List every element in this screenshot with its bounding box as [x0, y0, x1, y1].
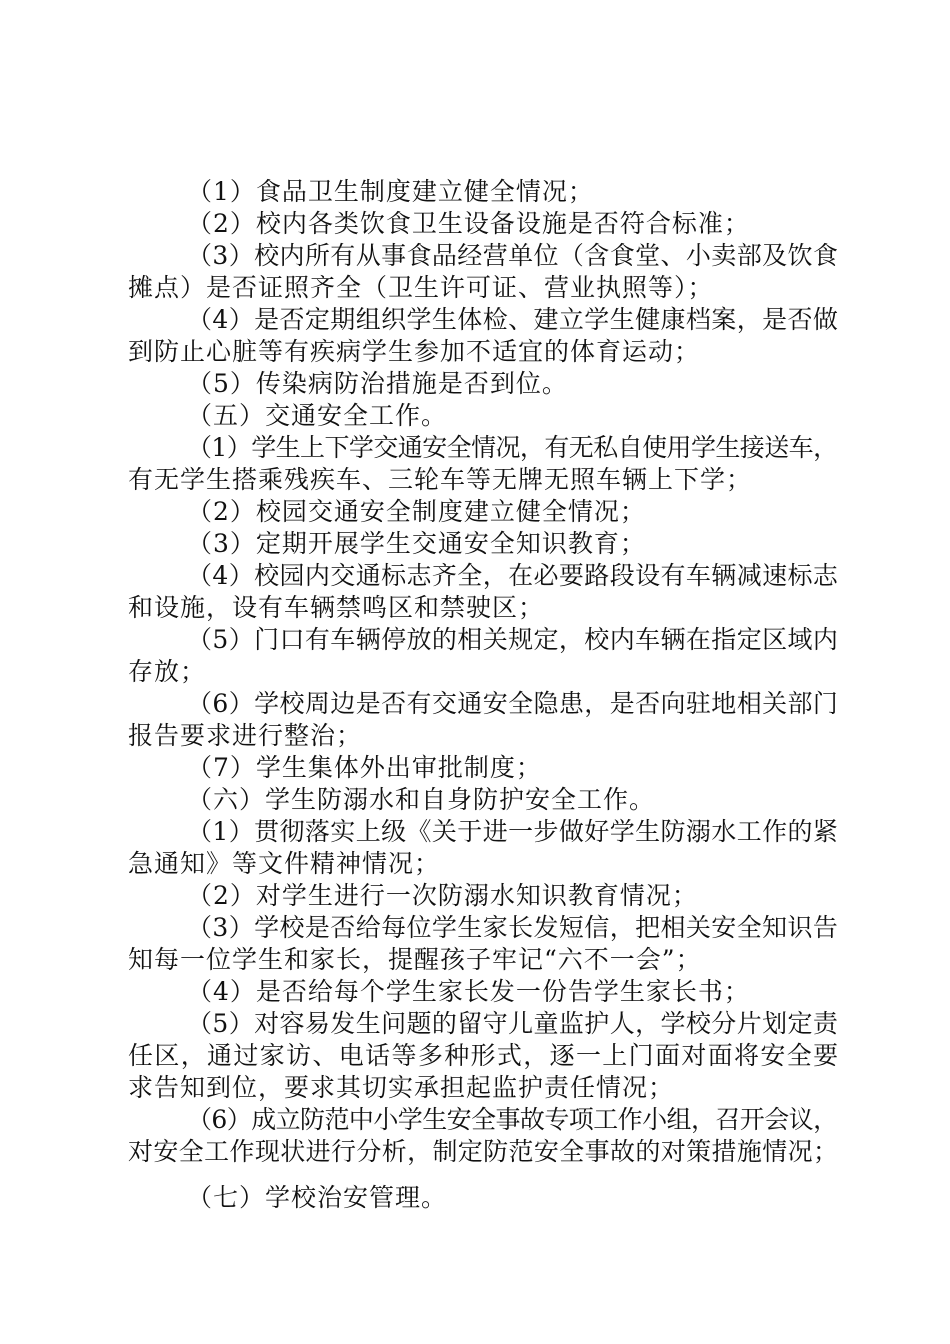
- text-line: 急通知》等文件精神情况；: [128, 849, 441, 878]
- text-line: 知每一位学生和家长，提醒孩子牢记“六不一会”；: [128, 945, 702, 974]
- text-line: （1）学生上下学交通安全情况，有无私自使用学生接送车，: [187, 433, 838, 462]
- text-line: （6）成立防范中小学生安全事故专项工作小组，召开会议，: [187, 1105, 838, 1134]
- text-line: 报告要求进行整治；: [128, 721, 363, 750]
- text-line: 任区，通过家访、电话等多种形式，逐一上门面对面将安全要: [128, 1041, 840, 1070]
- text-line: 有无学生搭乘残疾车、三轮车等无牌无照车辆上下学；: [128, 465, 753, 494]
- text-line: （7）学生集体外出审批制度；: [187, 753, 542, 782]
- text-line: （七）学校治安管理。: [187, 1183, 448, 1212]
- text-line: （3）定期开展学生交通安全知识教育；: [187, 529, 646, 558]
- text-line: （5）传染病防治措施是否到位。: [187, 369, 568, 398]
- text-line: （6）学校周边是否有交通安全隐患，是否向驻地相关部门: [187, 689, 839, 718]
- text-line: （5）门口有车辆停放的相关规定，校内车辆在指定区域内: [187, 625, 839, 654]
- text-line: （2）校园交通安全制度建立健全情况；: [187, 497, 646, 526]
- text-line: （六）学生防溺水和自身防护安全工作。: [187, 785, 656, 814]
- text-line: 和设施，设有车辆禁鸣区和禁驶区；: [128, 593, 545, 622]
- text-line: （5）对容易发生问题的留守儿童监护人，学校分片划定责: [187, 1009, 839, 1038]
- text-line: （4）是否定期组织学生体检、建立学生健康档案，是否做: [187, 305, 839, 334]
- text-line: （3）学校是否给每位学生家长发短信，把相关安全知识告: [187, 913, 839, 942]
- text-line: （4）校园内交通标志齐全，在必要路段设有车辆减速标志: [187, 561, 839, 590]
- text-line: （2）对学生进行一次防溺水知识教育情况；: [187, 881, 698, 910]
- text-line: （1）食品卫生制度建立健全情况；: [187, 177, 594, 206]
- text-line: 存放；: [128, 657, 207, 686]
- text-line: 对安全工作现状进行分析，制定防范安全事故的对策措施情况；: [128, 1137, 839, 1166]
- text-line: （五）交通安全工作。: [187, 401, 448, 430]
- text-line: 到防止心脏等有疾病学生参加不适宜的体育运动；: [128, 337, 701, 366]
- text-line: （2）校内各类饮食卫生设备设施是否符合标准；: [187, 209, 750, 238]
- text-line: （4）是否给每个学生家长发一份告学生家长书；: [187, 977, 750, 1006]
- text-line: 摊点）是否证照齐全（卫生许可证、营业执照等）；: [128, 273, 714, 302]
- text-line: （3）校内所有从事食品经营单位（含食堂、小卖部及饮食: [187, 241, 839, 270]
- text-line: （1）贯彻落实上级《关于进一步做好学生防溺水工作的紧: [187, 817, 839, 846]
- text-line: 求告知到位，要求其切实承担起监护责任情况；: [128, 1073, 675, 1102]
